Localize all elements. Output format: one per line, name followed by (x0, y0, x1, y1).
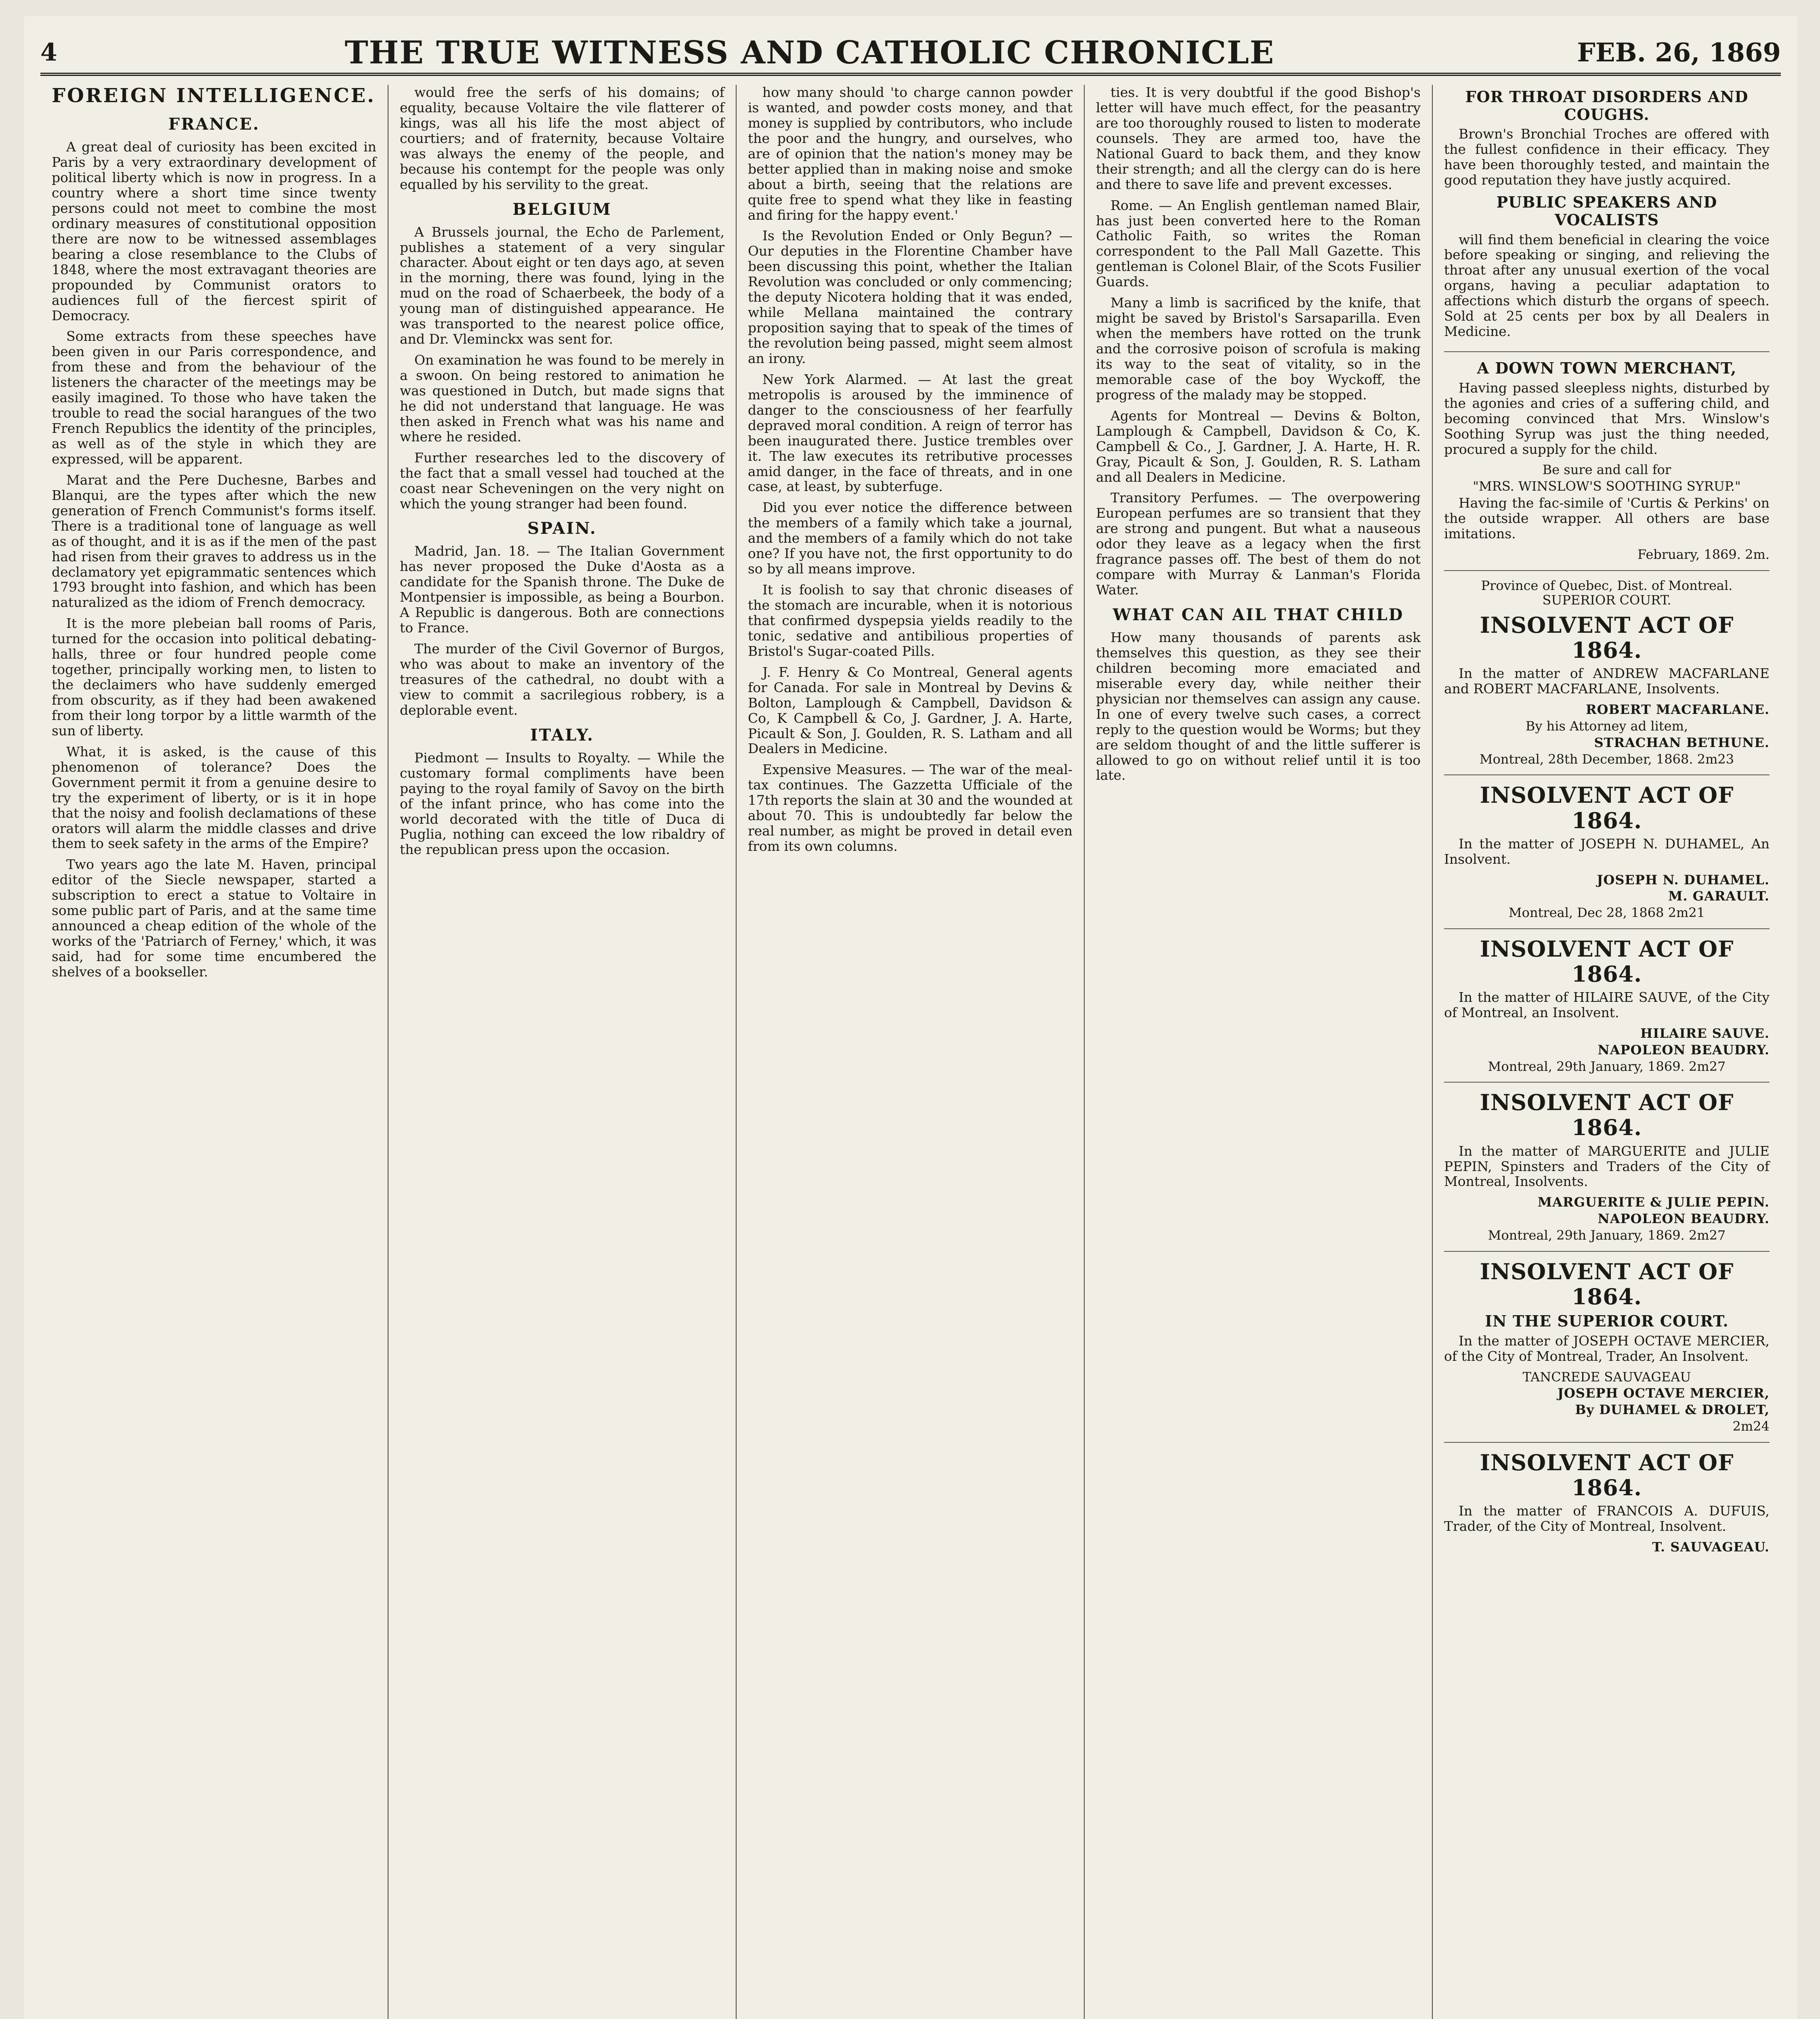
ad-date: Montreal, 28th December, 1868. 2m23 (1479, 751, 1734, 767)
ad-date: Montreal, Dec 28, 1868 2m21 (1508, 905, 1705, 921)
paragraph: Piedmont — Insults to Royalty. — While the customary formal compliments have been paying to the royal family of Savoy on the birth of the infant prince, who has come into the world decorated with the title of Duca di Puglia, nothing can exceed the low ribaldry of the republican press upon the occasion. (400, 749, 724, 858)
ad-title: INSOLVENT ACT OF 1864. (1480, 1258, 1734, 1310)
ad-signature: JOSEPH OCTAVE MERCIER, (1557, 1385, 1770, 1401)
ad-throat (1444, 88, 1770, 352)
paragraph: What, it is asked, is the cause of this phenomenon of tolerance? Does the Government permit it from a genuine desire to try the experiment of liberty, or is it in hope that the noisy and foolish declamations of these orators will alarm the middle classes and drive them to seek safety in the arms of the Empire? (52, 743, 376, 852)
paragraph: would free the serfs of his domains; of equality, because Voltaire the vile flatterer of kings, was all his life the most abject of courtiers; and of fraternity, because Voltaire was always the enemy of the people, and because his contempt for the people was only equalled by his servility to the great. (400, 85, 724, 192)
paragraph: On examination he was found to be merely in a swoon. On being restored to animation he was questioned in Dutch, but made signs that he did not understand that language. He was then asked in French what was his name and where he resided. (400, 352, 724, 445)
ad-title: INSOLVENT ACT OF 1864. (1480, 612, 1734, 663)
ad-signature: NAPOLEON BEAUDRY. (1597, 1211, 1770, 1227)
ad-date: February, 1869. 2m. (1637, 546, 1770, 562)
paragraph: It is foolish to say that chronic diseases of the stomach are incurable, when it is notorious that confirmed dyspepsia yields readily to the tonic, sedative and antibilious properties of Bristol's Sugar-coated Pills. (748, 582, 1073, 659)
ad-insolvent-dufuis (1444, 1450, 1770, 1555)
paragraph: Madrid, Jan. 18. — The Italian Government has never proposed the Duke d'Aosta as a candidate for the Spanish throne. The Duke de Montpensier is impossible, as being a Bourbon. A Republic is dangerous. Both are connections to France. (400, 543, 724, 636)
ad-date: 2m24 (1732, 1418, 1770, 1434)
newspaper-title: THE TRUE WITNESS AND CATHOLIC CHRONICLE (344, 34, 1275, 71)
ad-line: Be sure and call for (1542, 462, 1671, 478)
ad-title: FOR THROAT DISORDERS AND COUGHS. (1465, 88, 1749, 124)
paragraph: Many a limb is sacrificed by the knife, that might be saved by Bristol's Sarsaparilla. Even when the members have rotted on the trunk and the corrosive poison of scrofula is making its way to the seat of vitality, so in the memorable case of the boy Wyckoff, the progress of the malady may be stopped. (1096, 295, 1421, 403)
ad-insolvent-macfarlane (1444, 578, 1770, 776)
ad-date: Montreal, 29th January, 1869. 2m27 (1488, 1227, 1726, 1243)
newspaper-page (24, 16, 1797, 2019)
ad-title: INSOLVENT ACT OF 1864. (1480, 936, 1734, 987)
column-3 (737, 85, 1085, 2019)
ad-signature: MARGUERITE & JULIE PEPIN. (1537, 1194, 1770, 1210)
column-5-ads (1433, 85, 1781, 2019)
section-heading: FOREIGN INTELLIGENCE. (52, 85, 376, 107)
paragraph: New York Alarmed. — At last the great metropolis is aroused by the imminence of danger to the consciousness of her fearfully depraved moral condition. A reign of terror has been inaugurated there. Justice trembles over it. The law executes its retributive processes amid danger, in the face of threats, and in one case, at least, by subterfuge. (748, 371, 1073, 495)
paragraph: Marat and the Pere Duchesne, Barbes and Blanqui, are the types after which the new generation of French Communist's forms itself. There is a traditional tone of language as well as of thought, and it is as if the men of the past had risen from their graves to address us in the declamatory yet epigrammatic sentences which 1793 brought into fashion, and which has been naturalized as the idiom of French democracy. (52, 472, 376, 611)
paragraph: Agents for Montreal — Devins & Bolton, Lamplough & Campbell, Davidson & Co, K. Campbell & Co., J. Gardner, J. A. Harte, H. R. Gray, Picault & Son, J. Goulden, R. S. Latham and all Dealers in Medicine. (1096, 407, 1421, 485)
ad-text: In the matter of HILAIRE SAUVE, of the City of Montreal, an Insolvent. (1444, 989, 1770, 1021)
ad-signature: STRACHAN BETHUNE. (1594, 735, 1770, 750)
column-2 (388, 85, 737, 2019)
ad-court-head: Province of Quebec, Dist. of Montreal. SUPERIOR COURT. (1481, 577, 1733, 608)
ad-title: INSOLVENT ACT OF 1864. (1480, 782, 1734, 833)
ad-text: Having the fac-simile of 'Curtis & Perkins' on the outside wrapper. All others are base imitations. (1444, 495, 1770, 541)
paragraph: Did you ever notice the difference between the members of a family which take a journal, and the members of a family which do not take one? If you have not, the first opportunity to do so by all means improve. (748, 500, 1073, 577)
ad-signature: TANCREDE SAUVAGEAU (1522, 1369, 1691, 1385)
ad-line: "MRS. WINSLOW'S SOOTHING SYRUP." (1473, 479, 1741, 494)
subheading-child: WHAT CAN AIL THAT CHILD (1113, 605, 1404, 624)
ad-text: will find them beneficial in clearing the voice before speaking or singing, and relieving the throat after any unusual exertion of the vocal organs, having a peculiar adaptation to affections which disturb the organs of speech. Sold at 25 cents per box by all Dealers in Medicine. (1444, 231, 1770, 340)
column-4 (1085, 85, 1433, 2019)
page-number: 4 (40, 38, 57, 67)
ad-subtitle: PUBLIC SPEAKERS AND VOCALISTS (1496, 193, 1717, 229)
paragraph: Further researches led to the discovery of the fact that a small vessel had touched at the coast near Scheveningen on the very night on which the young stranger had been found. (400, 449, 724, 512)
ad-text: In the matter of JOSEPH OCTAVE MERCIER, of the City of Montreal, Trader, An Insolvent. (1444, 1333, 1770, 1364)
paragraph: Is the Revolution Ended or Only Begun? — Our deputies in the Florentine Chamber have been discussing this point, whether the Italian Revolution was concluded or only commencing; the deputy Nicotera holding that it was ended, while Mellana maintained the contrary proposition saying that to speak of the times of the revolution being passed, might seem almost an irony. (748, 228, 1073, 366)
paragraph: The murder of the Civil Governor of Burgos, who was about to make an inventory of the treasures of the cathedral, no doubt with a view to commit a sacrilegious robbery, is a deplorable event. (400, 641, 724, 718)
subheading-belgium: BELGIUM (512, 199, 612, 219)
ad-signature: M. GARAULT. (1668, 888, 1770, 904)
ad-signature: HILAIRE SAUVE. (1640, 1026, 1770, 1041)
ad-text: In the matter of ANDREW MACFARLANE and ROBERT MACFARLANE, Insolvents. (1444, 665, 1770, 697)
paragraph: Expensive Measures. — The war of the meal-tax continues. The Gazzetta Ufficiale of the 17th reports the slain at 30 and the wounded at about 70. This is undoubtedly far below the real number, as might be proved in detail even from its own columns. (748, 762, 1073, 854)
ad-title: INSOLVENT ACT OF 1864. (1480, 1449, 1734, 1501)
ad-subtitle: IN THE SUPERIOR COURT. (1485, 1312, 1729, 1330)
paragraph: How many thousands of parents ask themselves this question, as they see their children becoming more emaciated and miserable every day, while neither their physician nor themselves can assign any cause. In one of every twelve such cases, a correct reply to the question would be Worms; but they are seldom thought of and the little sufferer is allowed to go on without relief until it is too late. (1096, 630, 1421, 783)
columns (40, 85, 1781, 2019)
ad-insolvent-pepin (1444, 1090, 1770, 1251)
column-1 (40, 85, 388, 2019)
masthead (40, 32, 1781, 76)
ad-signature: By his Attorney ad litem, (1525, 718, 1688, 734)
subheading-italy: ITALY. (530, 725, 594, 745)
paragraph: Two years ago the late M. Haven, principal editor of the Siecle newspaper, started a subscription to erect a statue to Voltaire in some public part of Paris, and at the same time announced a cheap edition of the whole of the works of the 'Patriarch of Ferney,' which, it was said, had for some time encumbered the shelves of a bookseller. (52, 856, 376, 980)
paragraph: Transitory Perfumes. — The overpowering European perfumes are so transient that they are strong and pungent. But what a nauseous odor they leave as a legacy when the first fragrance passes off. The best of them do not compare with Murray & Lanman's Florida Water. (1096, 490, 1421, 598)
ad-signature: ROBERT MACFARLANE. (1586, 702, 1770, 718)
paragraph: how many should 'to charge cannon powder is wanted, and powder costs money, and that money is supplied by contributors, who include the poor and the hungry, and ourselves, who are of opinion that the nation's money may be better applied than in making noise and smoke about a birth, seeing that the relations are quite free to spend what they like in feasting and firing for the happy event.' (748, 85, 1073, 223)
ad-insolvent-duhamel (1444, 783, 1770, 929)
ad-text: Brown's Bronchial Troches are offered with the fullest confidence in their efficacy. They have been thoroughly tested, and maintain the good reputation they have justly acquired. (1444, 126, 1770, 188)
paragraph: Some extracts from these speeches have been given in our Paris correspondence, and from these and from the behaviour of the listeners the character of the meetings may be easily imagined. To those who have taken the trouble to read the social harangues of the two French Republics the identity of the principles, as well as of the style in which they are expressed, will be apparent. (52, 328, 376, 467)
ad-signature: JOSEPH N. DUHAMEL. (1597, 872, 1770, 888)
paragraph: ties. It is very doubtful if the good Bishop's letter will have much effect, for the peasantry are too thoroughly roused to listen to moderate counsels. They are armed too, have the National Guard to back them, and they know their strength; and all the clergy can do is here and there to save life and prevent excesses. (1096, 85, 1421, 192)
ad-merchant (1444, 359, 1770, 571)
ad-signature: NAPOLEON BEAUDRY. (1597, 1042, 1770, 1058)
ad-signature: By DUHAMEL & DROLET, (1575, 1402, 1770, 1418)
ad-insolvent-mercier (1444, 1259, 1770, 1443)
ad-date: Montreal, 29th January, 1869. 2m27 (1488, 1058, 1726, 1074)
paragraph: J. F. Henry & Co Montreal, General agents for Canada. For sale in Montreal by Devins & Bolton, Lamplough & Campbell, Davidson & Co, K Campbell & Co, J. Gardner, J. A. Harte, Picault & Son, J. Goulden, R. S. Latham and all Dealers in Medicine. (748, 664, 1073, 757)
ad-title: INSOLVENT ACT OF 1864. (1480, 1089, 1734, 1141)
issue-date: FEB. 26, 1869 (1577, 37, 1781, 68)
paragraph: It is the more plebeian ball rooms of Paris, turned for the occasion into political debating-halls, three or four hundred people come together, principally working men, to listen to the declaimers who have suddenly emerged from obscurity, as if they had been awakened from their long torpor by a little warmth of the sun of liberty. (52, 615, 376, 739)
paragraph: Rome. — An English gentleman named Blair, has just been converted here to the Roman Catholic Faith, so writes the Roman correspondent to the Pall Mall Gazette. This gentleman is Colonel Blair, of the Scots Fusilier Guards. (1096, 197, 1421, 290)
paragraph: A great deal of curiosity has been excited in Paris by a very extraordinary development of political liberty which is now in progress. In a country where a short time since twenty persons could not meet to combine the most ordinary measures of constitutional opposition there are now to be witnessed assemblages bearing a close resemblance to the Clubs of 1848, where the most extravagant theories are propounded by Communist orators to audiences full of the fiercest spirit of Democracy. (52, 139, 376, 323)
ad-insolvent-sauve (1444, 936, 1770, 1083)
ad-signature: T. SAUVAGEAU. (1652, 1539, 1770, 1555)
ad-text: Having passed sleepless nights, disturbed by the agonies and cries of a suffering child, and becoming convinced that Mrs. Winslow's Soothing Syrup was just the thing needed, procured a supply for the child. (1444, 380, 1770, 457)
ad-text: In the matter of FRANCOIS A. DUFUIS, Trader, of the City of Montreal, Insolvent. (1444, 1503, 1770, 1534)
ad-text: In the matter of JOSEPH N. DUHAMEL, An Insolvent. (1444, 835, 1770, 867)
paragraph: A Brussels journal, the Echo de Parlement, publishes a statement of a very singular character. About eight or ten days ago, at seven in the morning, there was found, lying in the mud on the road of Schaerbeek, the body of a young man of distinguished appearance. He was transported to the nearest police office, and Dr. Vleminckx was sent for. (400, 224, 724, 347)
ad-title: A DOWN TOWN MERCHANT, (1477, 359, 1737, 378)
subheading-france: FRANCE. (168, 115, 260, 134)
ad-text: In the matter of MARGUERITE and JULIE PEPIN, Spinsters and Traders of the City of Montreal, Insolvents. (1444, 1143, 1770, 1190)
subheading-spain: SPAIN. (527, 519, 597, 538)
